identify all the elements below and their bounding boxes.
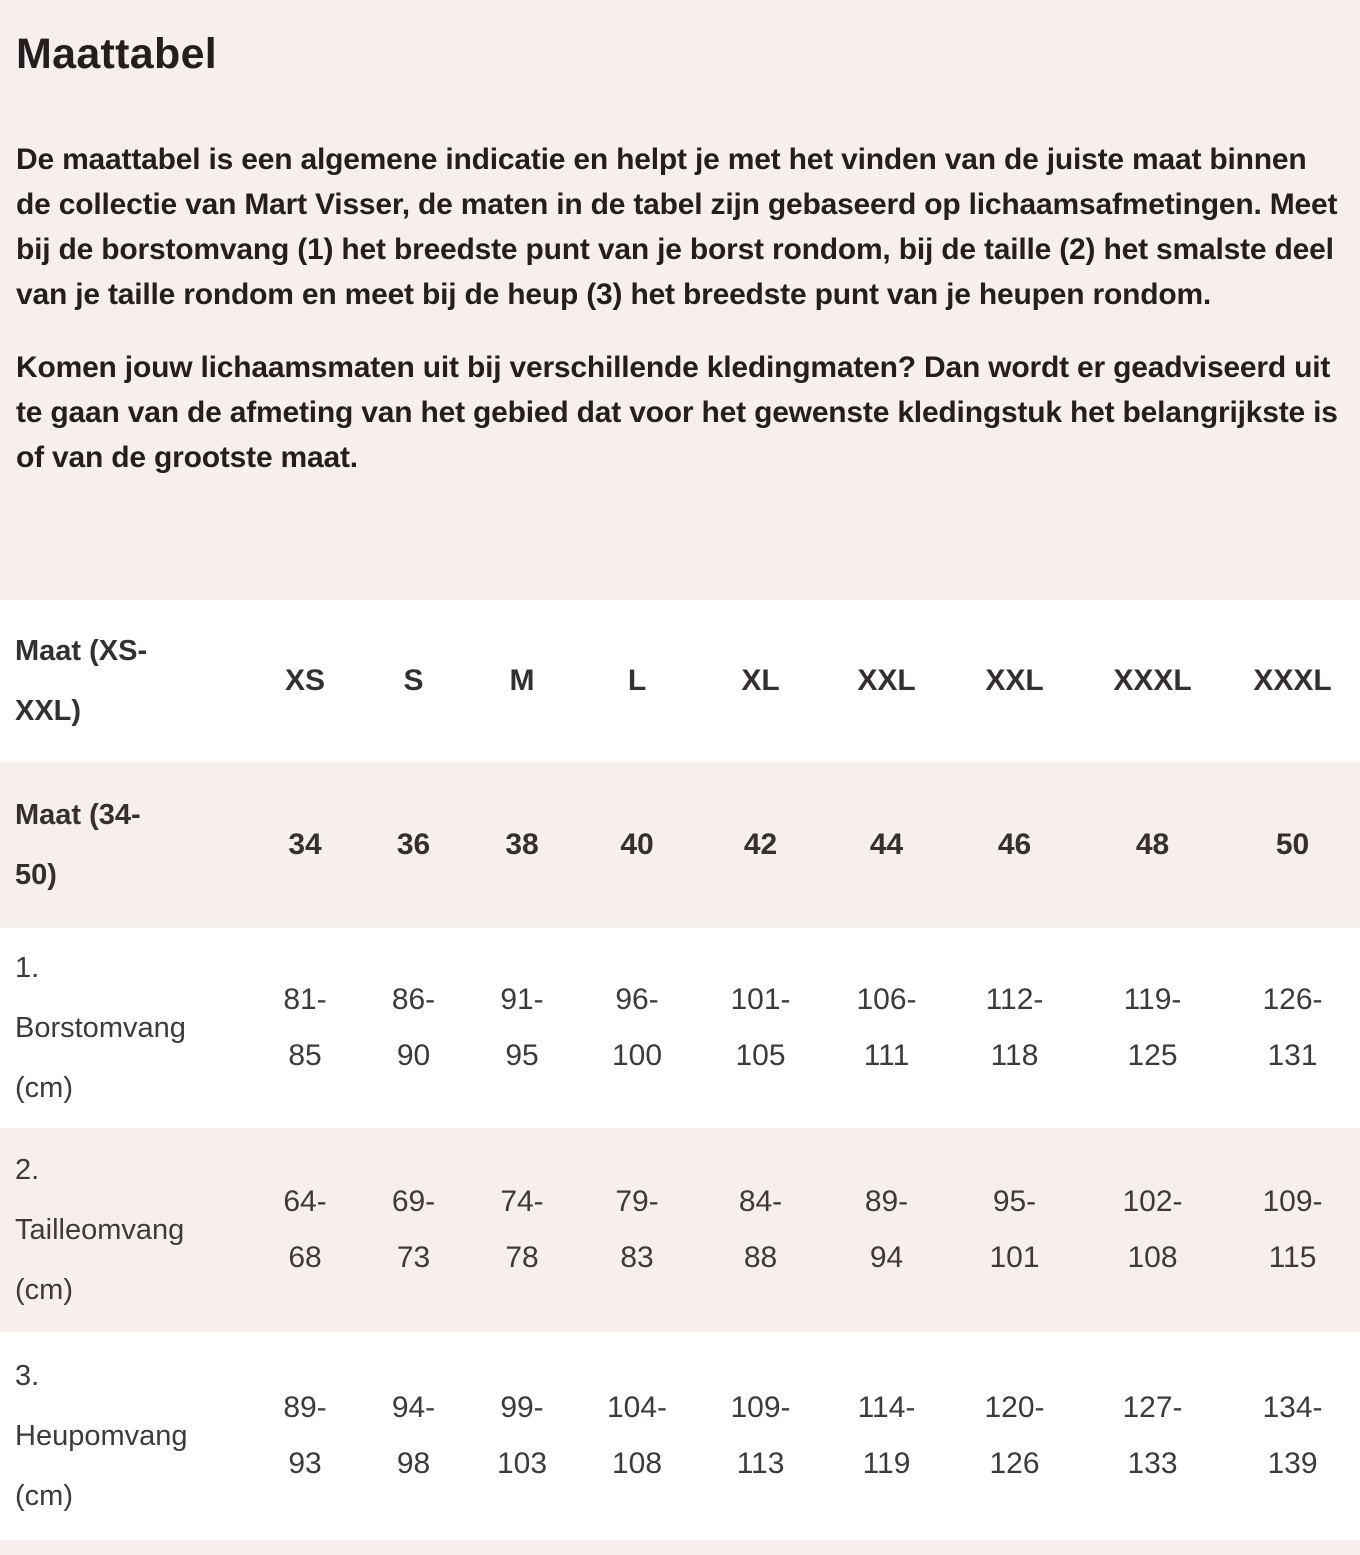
size-value-line: 95 [505, 1039, 539, 1072]
size-value-cell [697, 600, 824, 762]
size-value-line: 64- [283, 1185, 327, 1218]
size-value-line: 114- [857, 1391, 916, 1424]
page-title: Maattabel [16, 30, 218, 78]
size-value-cell [949, 762, 1080, 928]
size-value-cell [1225, 928, 1360, 1128]
size-value-line: 84- [738, 1185, 783, 1218]
size-value-cell [824, 928, 949, 1128]
size-value-cell [577, 1332, 697, 1540]
size-value-cell [824, 1332, 949, 1540]
size-value-line: 83 [620, 1241, 654, 1274]
intro-paragraph-advice: Komen jouw lichaamsmaten uit bij verschillende kledingmaten? Dan wordt er geadviseerd uit te gaan van de afmeting van het gebied dat voor het gewenste kledingstuk het belangrijkste is of van de grootste maat. [16, 351, 1338, 474]
size-table-row-maat-34-50 [0, 762, 1360, 928]
size-value-cell [467, 762, 577, 928]
size-value-cell [577, 762, 697, 928]
row-label-maat-xs-xxl [0, 600, 250, 762]
row-label-line: 50) [15, 859, 57, 891]
size-value-cell [824, 762, 949, 928]
size-value-cell [1080, 762, 1225, 928]
size-table-body [0, 600, 1360, 1540]
size-value-line: 106- [856, 983, 917, 1016]
size-value-line: 119- [1123, 983, 1182, 1016]
size-value-line: 93 [288, 1447, 322, 1480]
row-label-line: (cm) [15, 1274, 73, 1306]
size-value-line: XS [284, 664, 326, 697]
size-value-line: 126 [989, 1447, 1040, 1480]
size-value-line: 42 [743, 828, 778, 861]
size-value-line: 100 [611, 1039, 663, 1072]
size-table-row-heupomvang [0, 1332, 1360, 1540]
size-value-line: 86- [391, 983, 436, 1016]
size-table [0, 600, 1360, 1540]
size-value-line: 102- [1122, 1185, 1183, 1218]
row-label-line: Maat (34- [15, 799, 141, 831]
row-label-tailleomvang [0, 1128, 250, 1332]
size-value-line: 119 [862, 1447, 911, 1480]
size-value-line: XXL [857, 664, 916, 697]
size-value-cell [467, 928, 577, 1128]
size-value-cell [824, 600, 949, 762]
intro-section [0, 0, 1360, 600]
size-value-line: 46 [997, 828, 1032, 861]
size-value-line: 112- [985, 983, 1044, 1016]
size-value-line: 89- [864, 1185, 909, 1218]
size-value-cell [250, 600, 360, 762]
size-value-line: 109- [730, 1391, 791, 1424]
size-value-line: 108 [1127, 1241, 1178, 1274]
size-value-cell [1080, 928, 1225, 1128]
size-value-cell [577, 1128, 697, 1332]
size-value-line: 40 [620, 828, 654, 861]
size-value-cell [577, 600, 697, 762]
size-value-line: 131 [1267, 1039, 1318, 1072]
size-value-cell [360, 600, 467, 762]
size-value-cell [949, 928, 1080, 1128]
size-value-line: 98 [396, 1447, 431, 1480]
size-value-line: 118 [990, 1039, 1039, 1072]
size-value-cell [1080, 1332, 1225, 1540]
size-value-line: 125 [1127, 1039, 1178, 1072]
next-row-strip [0, 1540, 1360, 1555]
size-value-line: 127- [1122, 1391, 1183, 1424]
size-value-cell [467, 1128, 577, 1332]
size-value-line: 38 [505, 828, 539, 861]
size-value-cell [250, 1128, 360, 1332]
size-value-line: S [403, 664, 424, 697]
size-value-line: 108 [611, 1447, 663, 1480]
size-value-cell [1225, 1128, 1360, 1332]
size-value-cell [949, 1332, 1080, 1540]
size-value-line: 101- [730, 983, 791, 1016]
size-value-cell [577, 928, 697, 1128]
size-value-line: 81- [283, 983, 327, 1016]
intro-paragraph-measure: De maattabel is een algemene indicatie en helpt je met het vinden van de juiste maat binnen de collectie van Mart Visser, de maten in de tabel zijn gebaseerd op lichaamsafmetingen. Meet bij de borstomvang (1) het breedste punt van je borst rondom, bij de taille (2) het smalste deel van je taille rondom en meet bij de heup (3) het breedste punt van je heupen rondom. [16, 143, 1338, 311]
size-value-cell [467, 1332, 577, 1540]
size-value-line: 134- [1262, 1391, 1323, 1424]
row-label-line: Borstomvang [15, 1012, 186, 1044]
size-value-line: 73 [396, 1241, 431, 1274]
size-value-cell [360, 1128, 467, 1332]
size-value-cell [1080, 1128, 1225, 1332]
size-value-line: XXXL [1113, 664, 1192, 697]
size-value-line: 91- [500, 983, 544, 1016]
size-value-cell [1225, 600, 1360, 762]
row-label-borstomvang [0, 928, 250, 1128]
size-value-line: 120- [984, 1391, 1045, 1424]
row-label-line: 1. [15, 952, 40, 984]
size-value-line: L [627, 664, 647, 697]
size-value-line: 44 [869, 828, 904, 861]
size-value-cell [1225, 762, 1360, 928]
size-value-line: 126- [1262, 983, 1323, 1016]
size-value-line: 133 [1127, 1447, 1178, 1480]
size-value-cell [360, 928, 467, 1128]
size-value-cell [360, 762, 467, 928]
size-value-line: 103 [496, 1447, 548, 1480]
size-value-line: 94- [391, 1391, 436, 1424]
size-value-line: 88 [743, 1241, 778, 1274]
row-label-maat-34-50 [0, 762, 250, 928]
row-label-line: Tailleomvang [15, 1214, 185, 1246]
size-value-line: 90 [396, 1039, 431, 1072]
size-value-line: 36 [396, 828, 431, 861]
size-value-line: 101 [989, 1241, 1040, 1274]
size-value-cell [250, 928, 360, 1128]
size-value-line: 99- [500, 1391, 544, 1424]
size-value-cell [250, 762, 360, 928]
size-value-cell [824, 1128, 949, 1332]
size-table-row-tailleomvang [0, 1128, 1360, 1332]
size-value-line: 74- [500, 1185, 544, 1218]
size-value-line: XXXL [1253, 664, 1332, 697]
size-table-row-borstomvang [0, 928, 1360, 1128]
size-value-cell [697, 762, 824, 928]
size-value-cell [949, 600, 1080, 762]
size-value-line: 115 [1268, 1241, 1317, 1274]
size-value-line: 104- [606, 1391, 668, 1424]
size-value-cell [1080, 600, 1225, 762]
row-label-heupomvang [0, 1332, 250, 1540]
size-value-line: XL [741, 664, 780, 697]
row-label-line: 3. [15, 1360, 40, 1392]
size-value-line: 95- [992, 1185, 1037, 1218]
size-value-line: 69- [391, 1185, 436, 1218]
size-value-line: 48 [1135, 828, 1170, 861]
size-value-line: 94 [869, 1241, 904, 1274]
size-value-cell [697, 1332, 824, 1540]
size-table-row-maat-xs-xxl [0, 600, 1360, 762]
size-value-line: 109- [1262, 1185, 1323, 1218]
size-value-line: 96- [615, 983, 659, 1016]
size-value-cell [1225, 1332, 1360, 1540]
size-value-line: 139 [1267, 1447, 1318, 1480]
row-label-line: XXL) [15, 695, 82, 727]
size-value-line: XXL [985, 664, 1044, 697]
size-value-line: 50 [1275, 828, 1310, 861]
row-label-line: (cm) [15, 1072, 73, 1104]
size-value-cell [467, 600, 577, 762]
size-value-line: 85 [288, 1039, 322, 1072]
size-value-line: 111 [863, 1039, 910, 1072]
size-value-line: 89- [283, 1391, 327, 1424]
size-value-line: 113 [736, 1447, 785, 1480]
size-value-cell [697, 928, 824, 1128]
size-value-line: 78 [505, 1241, 539, 1274]
row-label-line: Maat (XS- [15, 635, 148, 667]
size-value-line: 68 [288, 1241, 322, 1274]
size-value-cell [250, 1332, 360, 1540]
size-value-line: M [509, 664, 535, 697]
size-value-cell [697, 1128, 824, 1332]
size-value-line: 79- [615, 1185, 659, 1218]
size-value-line: 105 [735, 1039, 786, 1072]
size-value-cell [360, 1332, 467, 1540]
row-label-line: (cm) [15, 1480, 73, 1512]
row-label-line: 2. [15, 1154, 40, 1186]
size-value-line: 34 [288, 828, 322, 861]
size-value-cell [949, 1128, 1080, 1332]
row-label-line: Heupomvang [15, 1420, 188, 1452]
